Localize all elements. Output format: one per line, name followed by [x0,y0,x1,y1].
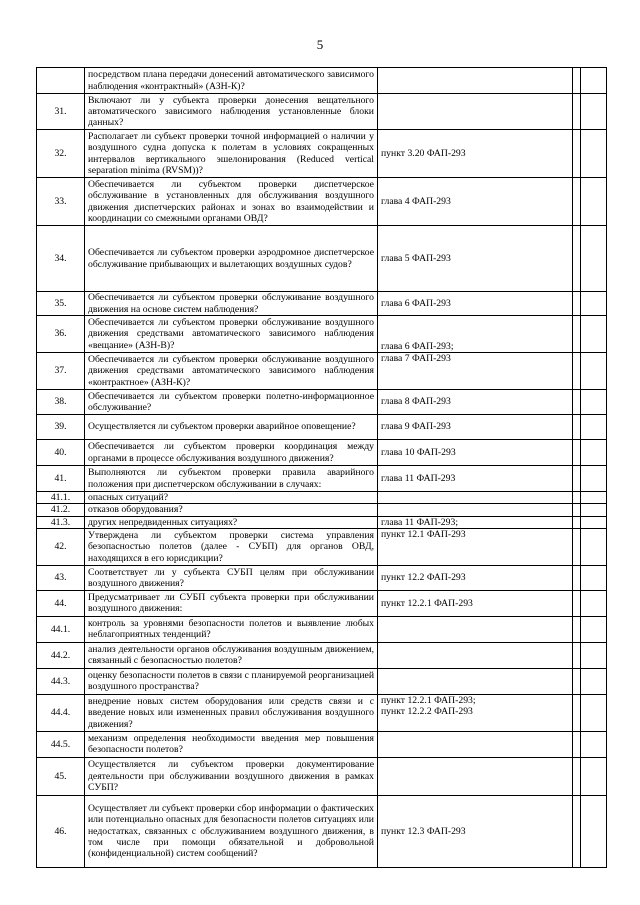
reference-text: глава 11 ФАП-293 [381,472,456,484]
question-text: Обеспечивается ли субъектом проверки координация между органами в процессе обслуживания воздушного движения? [85,440,378,466]
row-number: 43. [37,565,85,590]
table-row [37,731,607,757]
row-number: 44.3. [37,668,85,694]
answer-cell [573,492,581,504]
answer-cell [573,466,581,492]
answer-cell [581,466,607,492]
table-row [37,492,607,504]
reference-text: глава 11 ФАП-293; [381,516,459,528]
reference-cell [378,492,573,504]
row-number: 33. [37,178,85,226]
table-row [37,68,607,94]
table-row [37,353,607,390]
answer-cell [581,642,607,668]
answer-cell [581,390,607,415]
answer-cell [573,642,581,668]
reference-cell [378,528,573,565]
table-row [37,390,607,415]
answer-cell [573,94,581,130]
reference-cell [378,390,573,415]
answer-cell [573,757,581,795]
table-row [37,590,607,616]
reference-text: пункт 12.2.2 ФАП-293 [381,706,473,718]
table-row [37,565,607,590]
reference-cell [378,353,573,390]
row-number: 46. [37,795,85,867]
reference-text: глава 6 ФАП-293 [381,297,451,309]
reference-cell [378,415,573,440]
table-row [37,516,607,528]
reference-cell [378,757,573,795]
answer-cell [581,353,607,390]
page-number: 5 [316,37,324,52]
table-row [37,668,607,694]
row-number: 41.1. [37,492,85,504]
answer-cell [573,130,581,178]
reference-text: глава 5 ФАП-293 [381,252,451,264]
question-text: внедрение новых систем оборудования или средств связи и с введение новых или измененных правил обслуживания воздушного движения? [85,694,378,731]
row-number: 44. [37,590,85,616]
question-text: Располагает ли субъект проверки точной информацией о наличии у воздушного судна допуска к полетам в условиях сокращенных интервалов вертикального эшелонирования (Reduced vertical separation minima (RVSM))? [85,130,378,178]
question-text: анализ деятельности органов обслуживания воздушным движением, связанный с безопасностью полетов? [85,642,378,668]
reference-text: пункт 12.2.1 ФАП-293; [381,694,476,706]
reference-cell [378,466,573,492]
reference-cell [378,590,573,616]
table-row [37,757,607,795]
reference-text: глава 7 ФАП-293 [381,353,451,364]
reference-cell [378,178,573,226]
reference-text: пункт 12.2 ФАП-293 [381,572,466,584]
question-text: Обеспечивается ли субъектом проверки обслуживание воздушного движения средствами автоматического зависимого наблюдения «контрактное» (АЗН-К)? [85,353,378,390]
question-text: механизм определения необходимости введения мер повышения безопасности полетов? [85,731,378,757]
question-text: оценку безопасности полетов в связи с планируемой реорганизацией воздушного пространства? [85,668,378,694]
row-number: 44.4. [37,694,85,731]
reference-text: глава 4 ФАП-293 [381,195,451,207]
answer-cell [581,757,607,795]
reference-cell [378,504,573,516]
row-number: 31. [37,94,85,130]
answer-cell [573,390,581,415]
answer-cell [581,68,607,94]
answer-cell [581,440,607,466]
reference-text: пункт 12.3 ФАП-293 [381,825,466,837]
answer-cell [573,353,581,390]
table-row [37,504,607,516]
answer-cell [581,694,607,731]
answer-cell [573,316,581,353]
table-row [37,316,607,353]
answer-cell [573,694,581,731]
row-number [37,68,85,94]
answer-cell [573,504,581,516]
table-row [37,226,607,292]
question-text: опасных ситуаций? [85,492,378,504]
answer-cell [581,226,607,292]
reference-cell [378,642,573,668]
reference-cell [378,516,573,528]
question-text: Соответствует ли у субъекта СУБП целям при обслуживании воздушного движения? [85,565,378,590]
row-number: 35. [37,292,85,316]
answer-cell [581,565,607,590]
answer-cell [573,178,581,226]
question-text: Обеспечивается ли субъектом проверки обслуживание воздушного движения на основе систем наблюдения? [85,292,378,316]
table-row [37,440,607,466]
checklist-table [36,67,607,868]
row-number: 45. [37,757,85,795]
reference-text: глава 9 ФАП-293 [381,421,451,433]
table-row [37,466,607,492]
answer-cell [573,565,581,590]
answer-cell [581,668,607,694]
answer-cell [581,590,607,616]
row-number: 32. [37,130,85,178]
question-text: контроль за уровнями безопасности полетов и выявление любых неблагоприятных тенденций? [85,616,378,642]
question-text: Обеспечивается ли субъектом проверки аэродромное диспетчерское обслуживание прибывающих и вылетающих воздушных судов? [85,226,378,292]
answer-cell [573,795,581,867]
table-row [37,694,607,731]
answer-cell [573,731,581,757]
answer-cell [573,415,581,440]
question-text: Обеспечивается ли субъектом проверки обслуживание воздушного движения средствами автоматического зависимого наблюдения «вещание» (АЗН-В)? [85,316,378,353]
answer-cell [573,590,581,616]
answer-cell [581,94,607,130]
reference-text: глава 6 ФАП-293; [381,340,454,352]
reference-text: пункт 12.1 ФАП-293 [381,528,466,540]
answer-cell [581,795,607,867]
table-row [37,178,607,226]
reference-text: пункт 3.20 ФАП-293 [381,147,466,159]
row-number: 41.2. [37,504,85,516]
answer-cell [581,415,607,440]
reference-cell [378,440,573,466]
answer-cell [573,292,581,316]
reference-text: глава 8 ФАП-293 [381,396,451,408]
reference-cell [378,292,573,316]
row-number: 36. [37,316,85,353]
row-number: 44.1. [37,616,85,642]
answer-cell [581,130,607,178]
row-number: 44.2. [37,642,85,668]
row-number: 41. [37,466,85,492]
answer-cell [581,528,607,565]
answer-cell [581,316,607,353]
row-number: 34. [37,226,85,292]
reference-cell [378,316,573,353]
reference-cell [378,130,573,178]
answer-cell [573,68,581,94]
question-text: посредством плана передачи донесений автоматического зависимого наблюдения «контрактный» (АЗН-К)? [85,68,378,94]
answer-cell [573,668,581,694]
question-text: Предусматривает ли СУБП субъекта проверки при обслуживании воздушного движения: [85,590,378,616]
answer-cell [581,731,607,757]
row-number: 37. [37,353,85,390]
question-text: Осуществляется ли субъектом проверки аварийное оповещение? [85,415,378,440]
row-number: 39. [37,415,85,440]
answer-cell [573,616,581,642]
question-text: Утверждена ли субъектом проверки система управления безопасностью полетов (далее - СУБП) для органов ОВД, находящихся в его юрисдикции? [85,528,378,565]
table-row [37,415,607,440]
table-row [37,616,607,642]
reference-cell [378,616,573,642]
question-text: отказов оборудования? [85,504,378,516]
reference-cell [378,694,573,731]
row-number: 40. [37,440,85,466]
question-text: Выполняются ли субъектом проверки правила аварийного положения при диспетчерском обслуживании в случаях: [85,466,378,492]
reference-cell [378,94,573,130]
question-text: Обеспечивается ли субъектом проверки полетно-информационное обслуживание? [85,390,378,415]
question-text: Осуществляет ли субъект проверки сбор информации о фактических или потенциально опасных для безопасности полетов ситуациях или недостатках, связанных с обслуживанием воздушного движения, в том числе при помощи обязательной и добровольной (конфиденциальной) систем сообщений? [85,795,378,867]
question-text: других непредвиденных ситуациях? [85,516,378,528]
reference-cell [378,226,573,292]
answer-cell [581,492,607,504]
reference-cell [378,68,573,94]
table-row [37,795,607,867]
reference-text: пункт 12.2.1 ФАП-293 [381,597,473,609]
question-text: Обеспечивается ли субъектом проверки диспетчерское обслуживание в установленных для обслуживания воздушного движения диспетчерских районах и зонах во взаимодействии и координации со смежными органами ОВД? [85,178,378,226]
reference-cell [378,795,573,867]
answer-cell [573,528,581,565]
reference-cell [378,731,573,757]
reference-text: глава 10 ФАП-293 [381,446,456,458]
table-row [37,130,607,178]
row-number: 41.3. [37,516,85,528]
answer-cell [581,516,607,528]
answer-cell [581,616,607,642]
answer-cell [581,292,607,316]
table-row [37,94,607,130]
table-row [37,528,607,565]
row-number: 42. [37,528,85,565]
answer-cell [581,504,607,516]
answer-cell [581,178,607,226]
answer-cell [573,440,581,466]
answer-cell [573,516,581,528]
row-number: 38. [37,390,85,415]
table-row [37,292,607,316]
question-text: Включают ли у субъекта проверки донесения вещательного автоматического зависимого наблюдения установленные блоки данных? [85,94,378,130]
table-row [37,642,607,668]
reference-cell [378,668,573,694]
reference-cell [378,565,573,590]
question-text: Осуществляется ли субъектом проверки документирование деятельности при обслуживании воздушного движения в рамках СУБП? [85,757,378,795]
row-number: 44.5. [37,731,85,757]
answer-cell [573,226,581,292]
